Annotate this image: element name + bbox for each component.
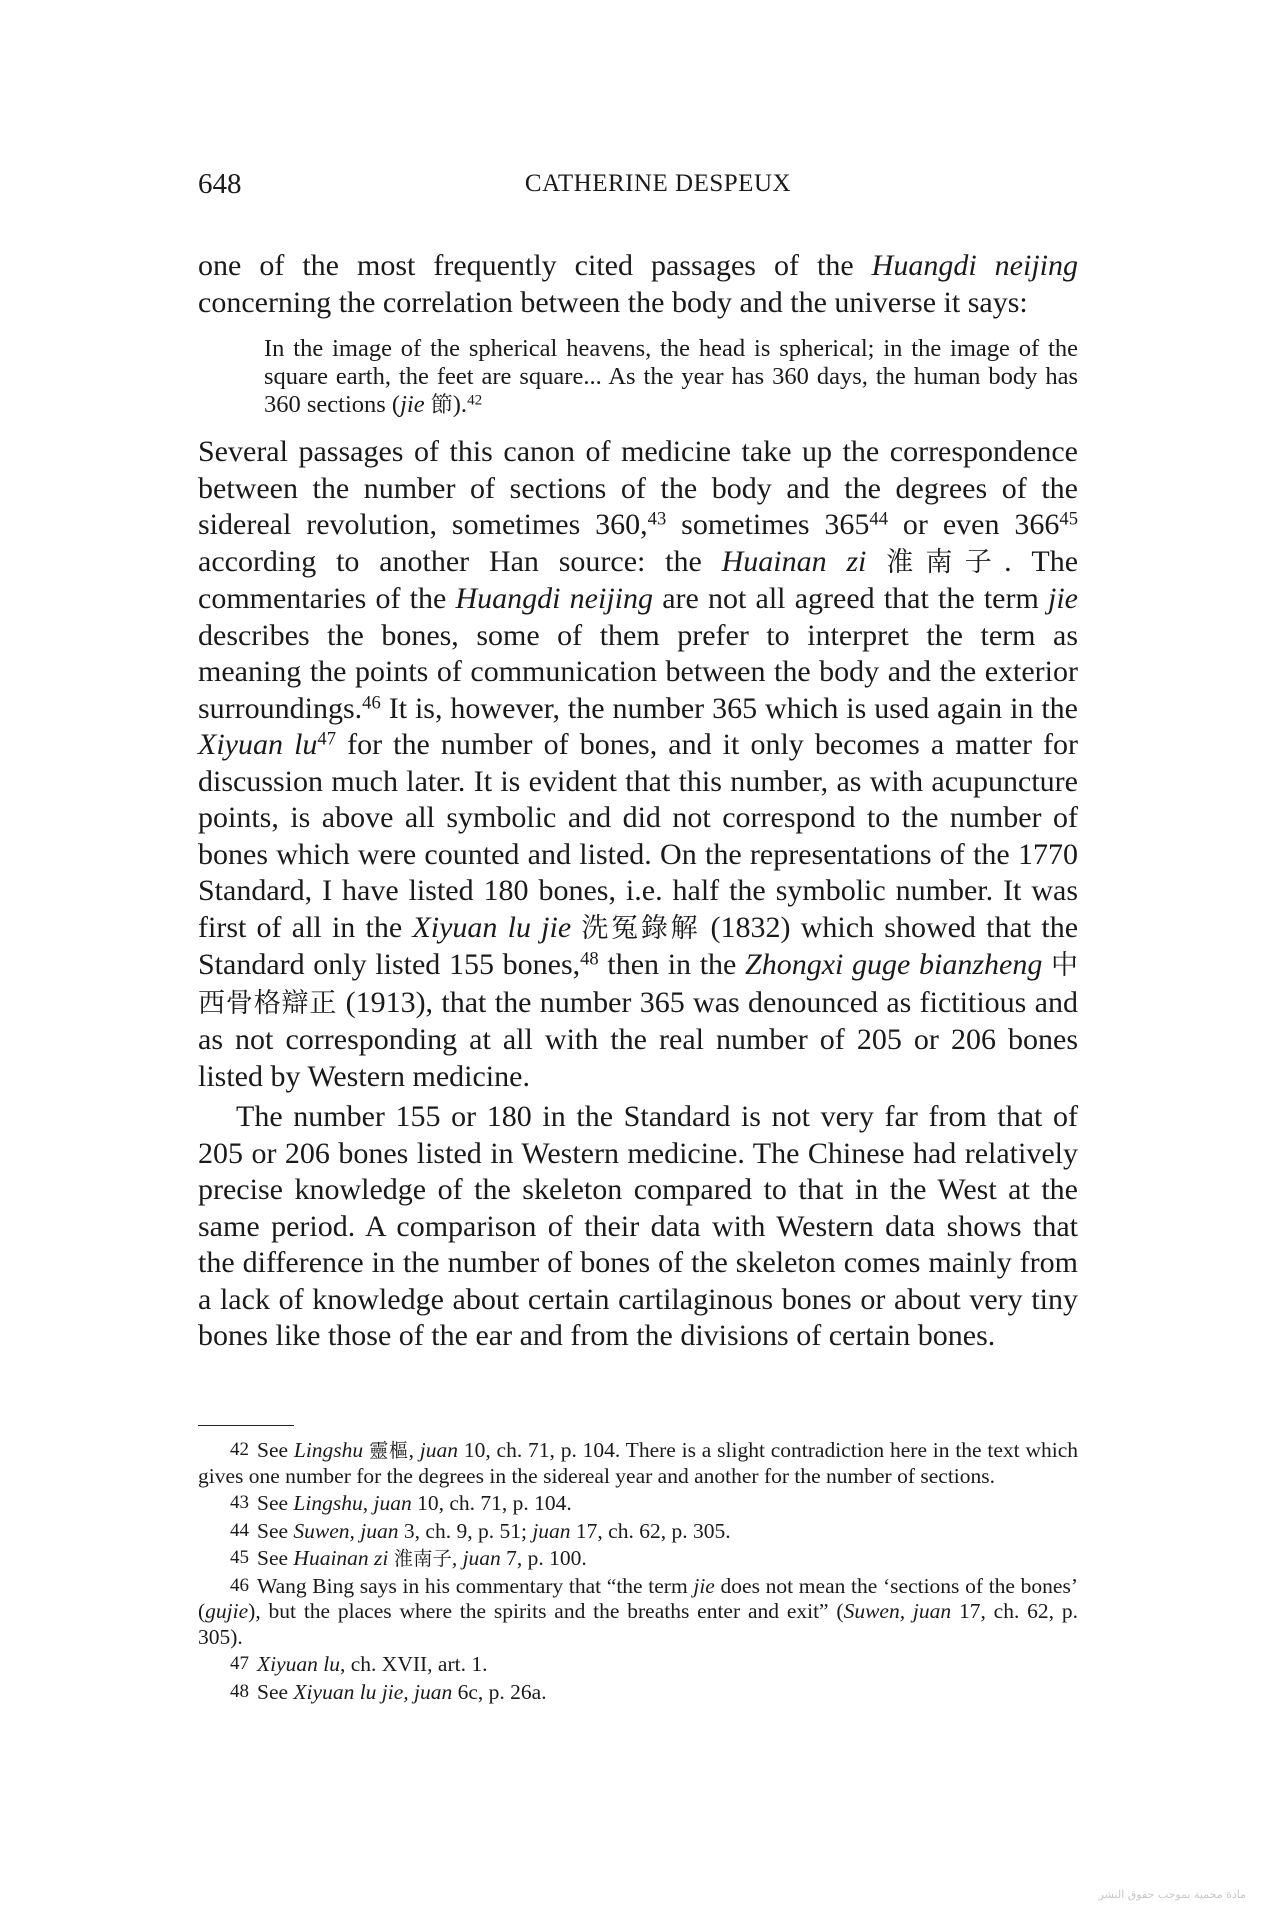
text-run: 7, p. 100. (500, 1546, 587, 1570)
text-run: (1913), that the number 365 was denounced as fictitious and as not corresponding at all with the real number of 205 or 206 bones listed by Western medicine. (198, 985, 1079, 1093)
term: jie (400, 391, 425, 418)
footnote-ref[interactable]: 48 (580, 948, 599, 970)
footnote-ref[interactable]: 47 (317, 728, 336, 750)
text-run: See (257, 1679, 294, 1704)
text-run: concerning the correlation between the body and the universe it says: (198, 285, 1028, 319)
chinese-characters: 中西骨格辯正 (198, 950, 1078, 1019)
text-run: , ch. XVII, art. 1. (340, 1652, 488, 1676)
text-run: then in the (598, 948, 746, 981)
term: jie (1048, 582, 1078, 615)
work-title: Suwen, juan (293, 1518, 399, 1543)
footnote-ref[interactable]: 42 (467, 391, 483, 409)
term: juan (419, 1438, 459, 1462)
text-run: are not all agreed that the term (653, 582, 1048, 615)
footnote-ref[interactable]: 45 (1059, 508, 1078, 530)
chinese-characters: 淮南子 (886, 546, 1005, 578)
page-number: 648 (198, 168, 242, 200)
text-run: 17, ch. 62, p. 305). (198, 1599, 1078, 1649)
footnote-divider (198, 1425, 294, 1426)
footnotes (198, 1437, 1078, 1706)
chinese-characters: 洗冤錄解 (581, 912, 701, 944)
footnote-42 (198, 1437, 1078, 1489)
work-title: Xiyuan lu (257, 1652, 340, 1676)
text-run: according to another Han source: the (198, 544, 722, 578)
paragraph-2 (198, 434, 1078, 1095)
page-header (198, 168, 1078, 208)
footnote-47 (198, 1651, 1078, 1678)
work-title: Huainan zi (293, 1546, 389, 1570)
work-title: Suwen, juan (843, 1599, 952, 1623)
footnote-ref[interactable]: 44 (869, 508, 889, 530)
text-run: . The commentaries of the (198, 544, 1079, 615)
footnote-number: 44 (230, 1519, 249, 1541)
work-title: Xiyuan lu (198, 728, 318, 761)
text-run: or even 366 (888, 508, 1060, 541)
main-text (198, 248, 1078, 1355)
work-title: Lingshu, juan (293, 1491, 412, 1515)
work-title: Huainan zi (721, 544, 867, 578)
text-run: sometimes 365 (666, 508, 870, 541)
term: gujie (205, 1599, 249, 1623)
term: juan (532, 1518, 571, 1543)
text-run: one of the most frequently cited passages of the (198, 249, 872, 282)
block-quote (264, 335, 1078, 420)
text-run: does not mean the ‘sections of the bones’ ( (198, 1573, 1078, 1623)
text-run: Wang Bing says in his commentary that “the term (257, 1573, 694, 1598)
term: jie (693, 1573, 715, 1598)
text-run: 10, ch. 71, p. 104. (411, 1491, 572, 1515)
text-run: It is, however, the number 365 which is used again in the (380, 691, 1078, 725)
text-run: See (257, 1438, 294, 1462)
footnote-ref[interactable]: 46 (362, 692, 381, 714)
footnote-48 (198, 1679, 1078, 1706)
text-run: See (257, 1518, 294, 1543)
text-run: See (257, 1491, 294, 1515)
text-run: In the image of the spherical heavens, the head is spherical; in the image of the square earth, the feet are square... As the year has 360 days, the human body has 360 sections ( (264, 335, 1078, 418)
text-run: (1832) which showed that the Standard only listed 155 bones, (198, 910, 1079, 981)
text-run: 6c, p. 26a. (452, 1679, 547, 1704)
footnote-ref[interactable]: 43 (647, 508, 667, 530)
footnote-45 (198, 1545, 1078, 1572)
chinese-characters: 靈樞 (369, 1439, 409, 1462)
footnote-number: 47 (230, 1653, 249, 1674)
running-head: CATHERINE DESPEUX (524, 170, 792, 197)
chinese-characters: 節 (430, 393, 453, 418)
text-run: Several passages of this canon of medicine take up the correspondence between the number of sections of the body and the degrees of the sidereal revolution, sometimes 360, (198, 435, 1078, 541)
text-run: 17, ch. 62, p. 305. (570, 1518, 731, 1543)
text-run: 10, ch. 71, p. 104. There is a slight contradiction here in the text which gives one number for the degrees in the sidereal year and another for the number of sections. (198, 1438, 1079, 1488)
footnote-number: 46 (230, 1574, 249, 1596)
text-run: ). (452, 391, 468, 418)
text-run: 3, ch. 9, p. 51; (398, 1518, 533, 1543)
copyright-watermark: مادة محمية بموجب حقوق النشر (1098, 1888, 1246, 1901)
text-run: See (257, 1546, 294, 1570)
footnote-number: 42 (230, 1439, 249, 1460)
paragraph-1 (198, 248, 1078, 321)
text-run: ), but the places where the spirits and the breaths enter and exit” ( (248, 1599, 844, 1623)
work-title: Xiyuan lu jie, juan (293, 1679, 453, 1704)
footnote-44 (198, 1518, 1078, 1545)
work-title: Huangdi neijing (871, 249, 1078, 282)
footnote-46 (198, 1573, 1078, 1651)
text-run: for the number of bones, and it only becomes a matter for discussion much later. It is evident that this number, as with acupuncture points, is above all symbolic and did not correspond to the number of bones which were counted and listed. On the representations of the 1770 Standard, I have listed 180 bones, i.e. half the symbolic number. It was first of all in the (198, 728, 1079, 944)
chinese-characters: 淮南子 (393, 1547, 452, 1570)
footnote-43 (198, 1490, 1078, 1517)
work-title: Zhongxi guge bianzheng (745, 948, 1043, 981)
text-run: , (408, 1438, 420, 1462)
work-title: Lingshu (293, 1438, 364, 1462)
paragraph-3: The number 155 or 180 in the Standard is not very far from that of 205 or 206 bones listed in Western medicine. The Chinese had relatively precise knowledge of the skeleton compared to that in the West at the same period. A comparison of their data with Western data shows that the difference in the number of bones of the skeleton comes mainly from a lack of knowledge about certain cartilaginous bones or about very tiny bones like those of the ear and from the divisions of certain bones. (198, 1100, 1078, 1352)
footnote-number: 48 (230, 1680, 249, 1702)
work-title: Xiyuan lu jie (412, 910, 572, 944)
footnote-number: 45 (230, 1547, 249, 1568)
term: , juan (451, 1546, 501, 1570)
text-run: describes the bones, some of them prefer to interpret the term as meaning the points of communication between the body and the exterior surroundings. (198, 618, 1078, 725)
work-title: Huangdi neijing (455, 582, 653, 615)
footnote-number: 43 (230, 1492, 249, 1513)
